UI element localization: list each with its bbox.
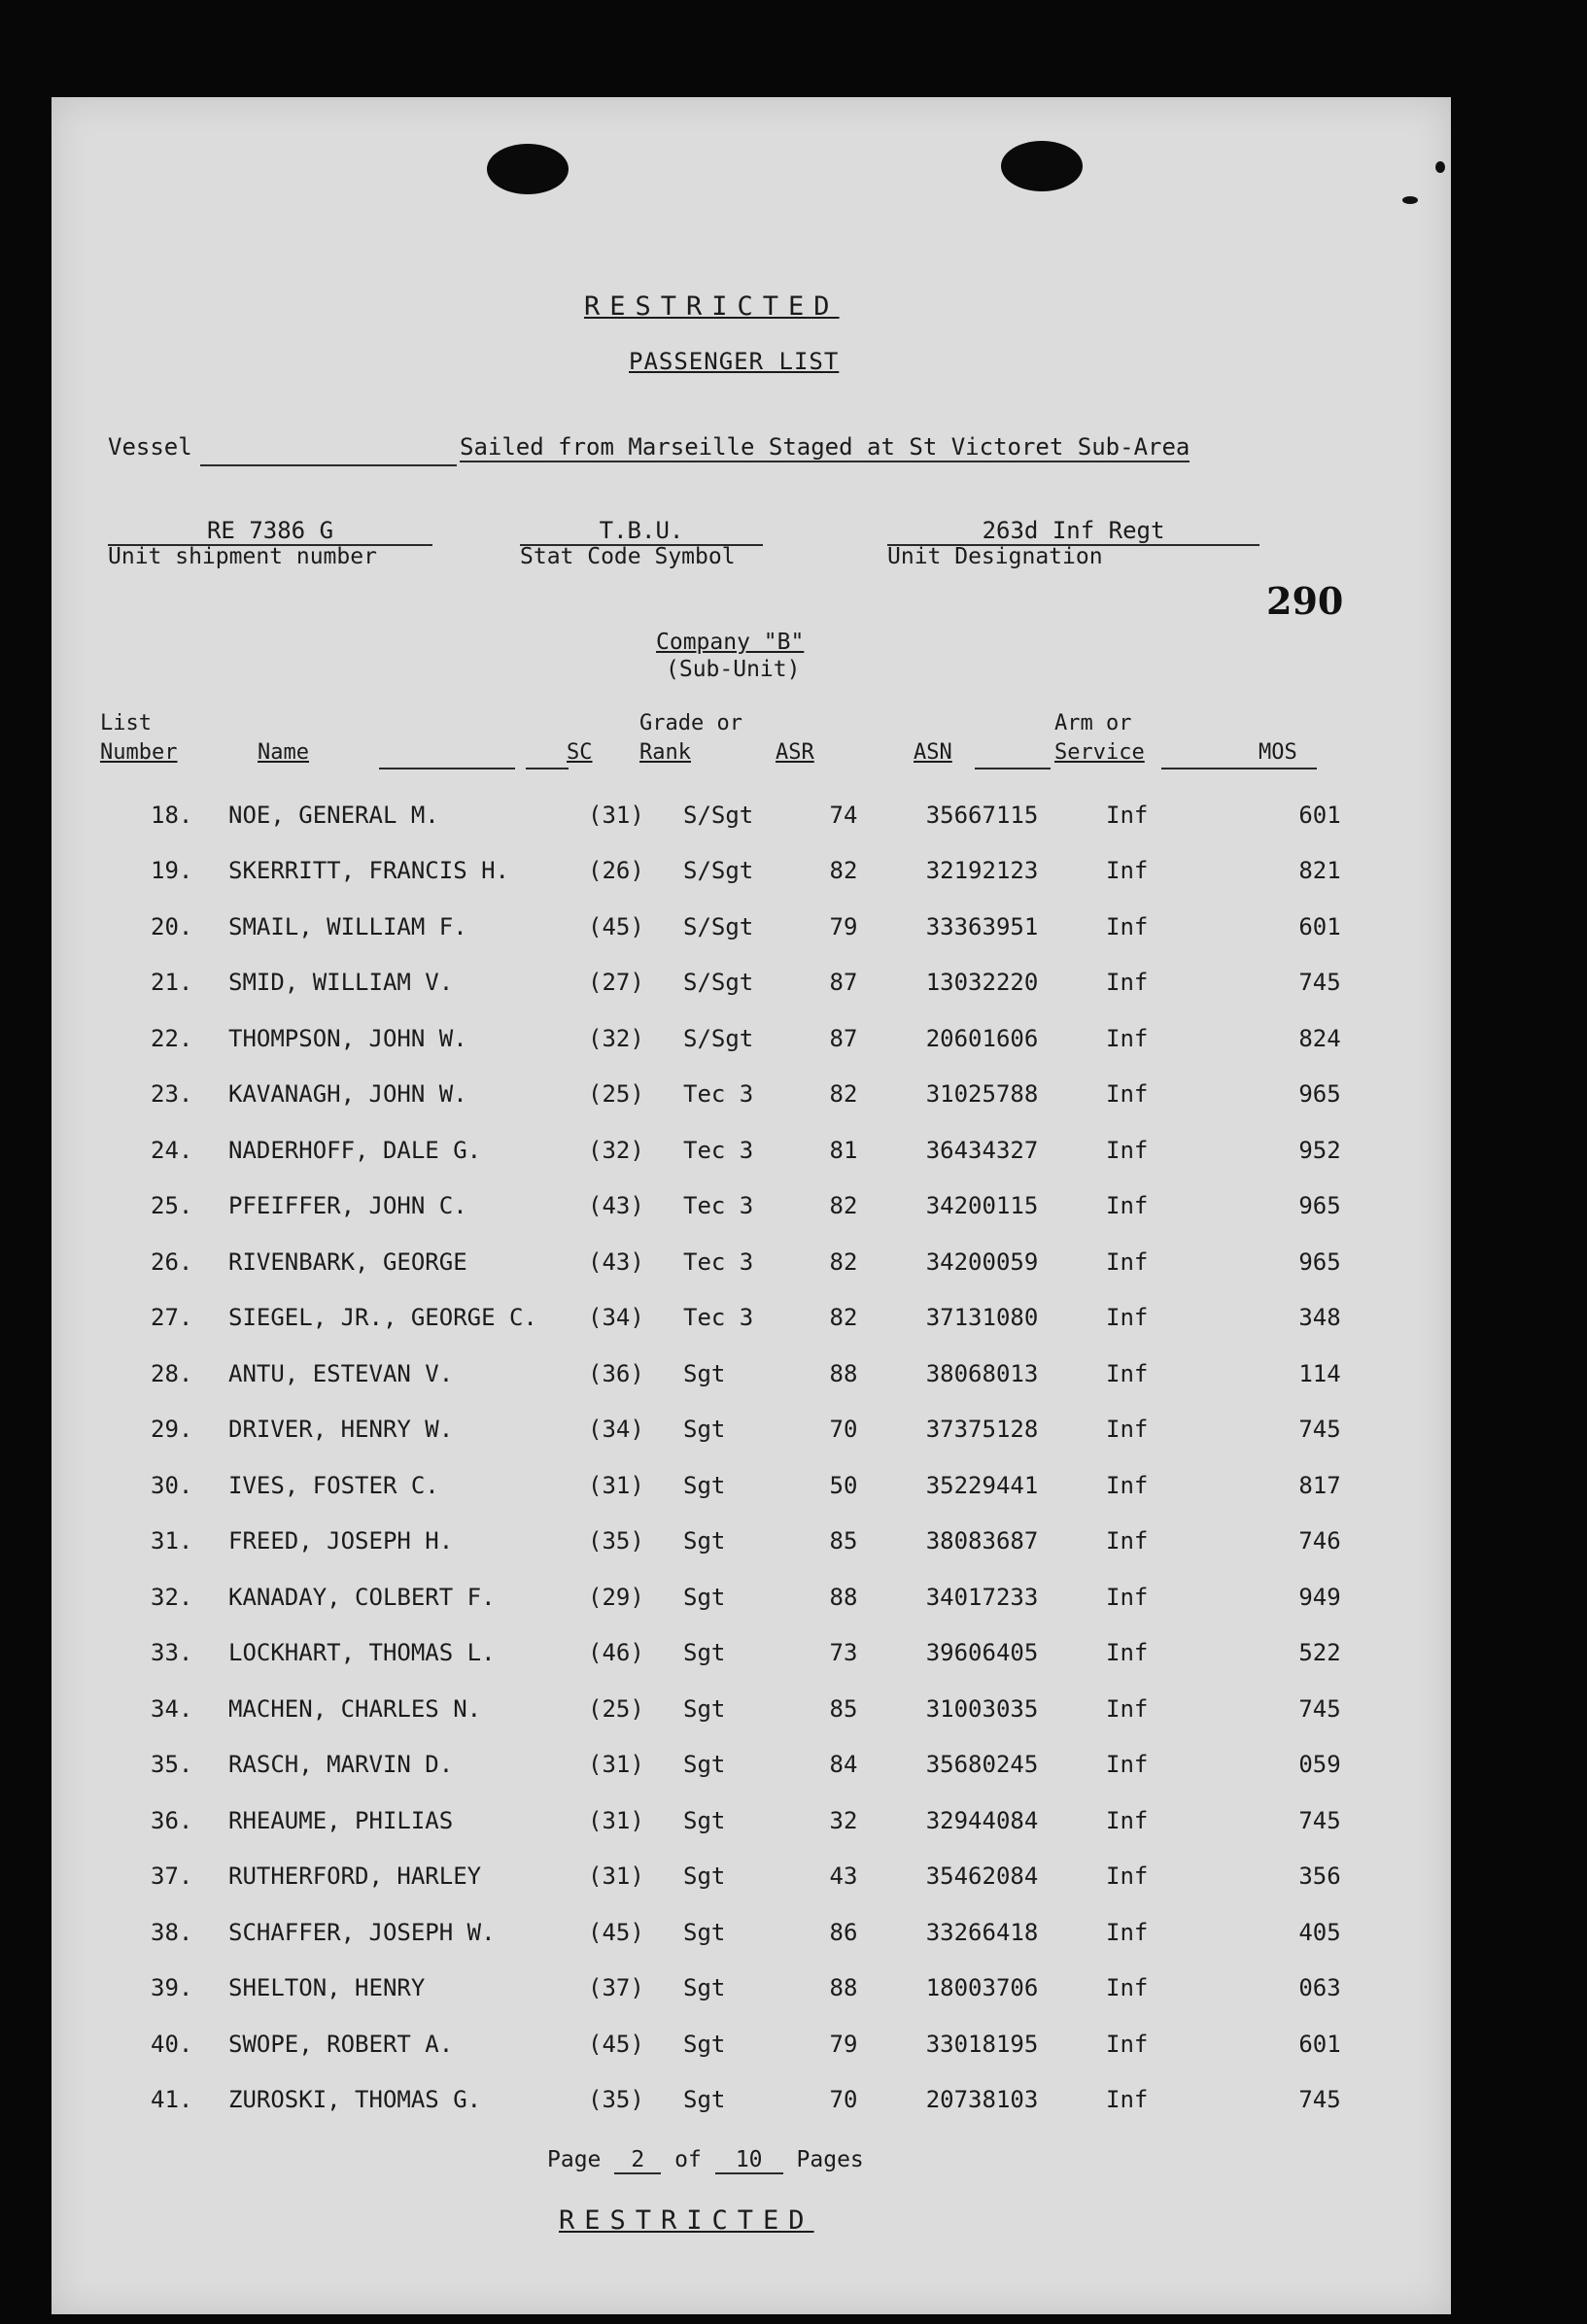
asr-score: 88	[829, 1974, 858, 2002]
asr-score: 82	[829, 1192, 858, 1220]
unit-designation: 263d Inf Regt	[887, 517, 1259, 546]
col-header-arm-service: Arm or Service	[1054, 711, 1145, 765]
classification-bottom: RESTRICTED	[559, 2205, 814, 2236]
arm-service: Inf	[1106, 1806, 1149, 1834]
grade-rank: Sgt	[683, 1527, 726, 1555]
grade-rank: Tec 3	[683, 1304, 754, 1332]
document-page	[52, 97, 1451, 2314]
arm-service: Inf	[1106, 2030, 1149, 2058]
service-code: (25)	[588, 1080, 644, 1109]
service-code: (45)	[588, 912, 644, 940]
header-rule	[975, 768, 1051, 769]
service-code: (31)	[588, 1471, 644, 1499]
table-row	[100, 1234, 1363, 1290]
army-serial-number: 37131080	[925, 1304, 1039, 1332]
army-serial-number: 38068013	[925, 1359, 1039, 1387]
service-code: (35)	[588, 2086, 644, 2114]
list-number: 23.	[151, 1080, 193, 1109]
mos-code: 405	[1298, 1918, 1341, 1946]
passenger-name: KANADAY, COLBERT F.	[228, 1583, 496, 1611]
service-code: (32)	[588, 1024, 644, 1052]
service-code: (26)	[588, 857, 644, 885]
list-number: 32.	[151, 1583, 193, 1611]
table-row	[100, 1514, 1363, 1570]
unit-designation-label: Unit Designation	[887, 544, 1103, 569]
arm-service: Inf	[1106, 1359, 1149, 1387]
army-serial-number: 31025788	[925, 1080, 1039, 1109]
list-number: 24.	[151, 1136, 193, 1164]
table-row	[100, 1290, 1363, 1347]
asr-score: 32	[829, 1806, 858, 1834]
passenger-name: SKERRITT, FRANCIS H.	[228, 857, 509, 885]
table-row	[100, 1179, 1363, 1235]
passenger-name: SMID, WILLIAM V.	[228, 969, 454, 997]
grade-rank: Sgt	[683, 1806, 726, 1834]
mos-code: 965	[1298, 1192, 1341, 1220]
asr-score: 82	[829, 1304, 858, 1332]
army-serial-number: 37375128	[925, 1416, 1039, 1444]
passenger-name: ZUROSKI, THOMAS G.	[228, 2086, 482, 2114]
asr-score: 50	[829, 1471, 858, 1499]
asr-score: 86	[829, 1918, 858, 1946]
mos-code: 114	[1298, 1359, 1341, 1387]
arm-service: Inf	[1106, 1416, 1149, 1444]
asr-score: 85	[829, 1527, 858, 1555]
list-number: 20.	[151, 912, 193, 940]
army-serial-number: 34017233	[925, 1583, 1039, 1611]
army-serial-number: 38083687	[925, 1527, 1039, 1555]
service-code: (34)	[588, 1304, 644, 1332]
mos-code: 063	[1298, 1974, 1341, 2002]
grade-rank: Sgt	[683, 1918, 726, 1946]
asr-score: 79	[829, 2030, 858, 2058]
asr-score: 88	[829, 1583, 858, 1611]
army-serial-number: 33266418	[925, 1918, 1039, 1946]
passenger-name: NADERHOFF, DALE G.	[228, 1136, 482, 1164]
header-rule	[379, 768, 515, 769]
asr-score: 87	[829, 1024, 858, 1052]
asr-score: 88	[829, 1359, 858, 1387]
table-row	[100, 787, 1363, 843]
mos-code: 965	[1298, 1247, 1341, 1276]
vessel-field	[200, 437, 457, 466]
service-code: (37)	[588, 1974, 644, 2002]
ink-speck	[1435, 161, 1445, 173]
header-rule	[526, 768, 569, 769]
table-row	[100, 1961, 1363, 2017]
list-number: 26.	[151, 1247, 193, 1276]
table-row	[100, 1457, 1363, 1514]
passenger-name: SIEGEL, JR., GEORGE C.	[228, 1304, 537, 1332]
arm-service: Inf	[1106, 1639, 1149, 1667]
ink-speck	[1402, 196, 1418, 204]
grade-rank: S/Sgt	[683, 1024, 754, 1052]
mos-code: 745	[1298, 1416, 1341, 1444]
grade-rank: Sgt	[683, 1694, 726, 1723]
mos-code: 949	[1298, 1583, 1341, 1611]
passenger-name: KAVANAGH, JOHN W.	[228, 1080, 467, 1109]
sub-unit-value: Company "B"	[656, 630, 805, 655]
col-header-name: Name	[258, 740, 309, 765]
passenger-name: LOCKHART, THOMAS L.	[228, 1639, 496, 1667]
army-serial-number: 36434327	[925, 1136, 1039, 1164]
army-serial-number: 20738103	[925, 2086, 1039, 2114]
grade-rank: Sgt	[683, 1471, 726, 1499]
grade-rank: Tec 3	[683, 1247, 754, 1276]
list-number: 33.	[151, 1639, 193, 1667]
grade-rank: S/Sgt	[683, 969, 754, 997]
list-number: 29.	[151, 1416, 193, 1444]
unit-shipment-number: RE 7386 G	[108, 517, 432, 546]
table-row	[100, 1681, 1363, 1737]
service-code: (35)	[588, 1527, 644, 1555]
service-code: (25)	[588, 1694, 644, 1723]
list-number: 34.	[151, 1694, 193, 1723]
table-row	[100, 1067, 1363, 1123]
arm-service: Inf	[1106, 1304, 1149, 1332]
grade-rank: Sgt	[683, 1583, 726, 1611]
table-row	[100, 1010, 1363, 1067]
list-number: 22.	[151, 1024, 193, 1052]
table-row	[100, 1793, 1363, 1849]
grade-rank: Tec 3	[683, 1080, 754, 1109]
col-header-asr: ASR	[776, 740, 814, 765]
passenger-name: ANTU, ESTEVAN V.	[228, 1359, 454, 1387]
header-rule	[1204, 768, 1317, 769]
arm-service: Inf	[1106, 1863, 1149, 1891]
grade-rank: Sgt	[683, 1974, 726, 2002]
arm-service: Inf	[1106, 1471, 1149, 1499]
list-number: 21.	[151, 969, 193, 997]
grade-rank: Sgt	[683, 2086, 726, 2114]
passenger-name: THOMPSON, JOHN W.	[228, 1024, 467, 1052]
classification-top: RESTRICTED	[584, 291, 840, 322]
service-code: (43)	[588, 1192, 644, 1220]
document-title: PASSENGER LIST	[629, 348, 840, 375]
passenger-name: SCHAFFER, JOSEPH W.	[228, 1918, 496, 1946]
list-number: 19.	[151, 857, 193, 885]
asr-score: 70	[829, 2086, 858, 2114]
grade-rank: Sgt	[683, 1639, 726, 1667]
service-code: (34)	[588, 1416, 644, 1444]
service-code: (31)	[588, 801, 644, 829]
asr-score: 79	[829, 912, 858, 940]
mos-code: 965	[1298, 1080, 1341, 1109]
asr-score: 43	[829, 1863, 858, 1891]
mos-code: 745	[1298, 2086, 1341, 2114]
passenger-name: SWOPE, ROBERT A.	[228, 2030, 454, 2058]
grade-rank: S/Sgt	[683, 857, 754, 885]
asr-score: 82	[829, 1247, 858, 1276]
service-code: (32)	[588, 1136, 644, 1164]
table-row	[100, 2016, 1363, 2072]
punch-hole	[487, 144, 569, 194]
service-code: (45)	[588, 1918, 644, 1946]
grade-rank: Sgt	[683, 1416, 726, 1444]
passenger-name: SMAIL, WILLIAM F.	[228, 912, 467, 940]
page-indicator: Page 2 of 10 Pages	[547, 2147, 864, 2172]
col-header-sc: SC	[567, 740, 593, 765]
table-row	[100, 955, 1363, 1011]
list-number: 28.	[151, 1359, 193, 1387]
arm-service: Inf	[1106, 1136, 1149, 1164]
arm-service: Inf	[1106, 912, 1149, 940]
mos-code: 601	[1298, 2030, 1341, 2058]
table-row	[100, 899, 1363, 955]
passenger-name: NOE, GENERAL M.	[228, 801, 439, 829]
passenger-table	[100, 787, 1363, 2128]
asr-score: 87	[829, 969, 858, 997]
table-row	[100, 1122, 1363, 1179]
passenger-name: SHELTON, HENRY	[228, 1974, 426, 2002]
service-code: (27)	[588, 969, 644, 997]
army-serial-number: 34200059	[925, 1247, 1039, 1276]
grade-rank: Sgt	[683, 1863, 726, 1891]
arm-service: Inf	[1106, 2086, 1149, 2114]
mos-code: 952	[1298, 1136, 1341, 1164]
sub-unit-label: (Sub-Unit)	[666, 657, 801, 682]
asr-score: 81	[829, 1136, 858, 1164]
army-serial-number: 32944084	[925, 1806, 1039, 1834]
list-number: 35.	[151, 1751, 193, 1779]
col-header-grade: Grade or Rank	[639, 711, 742, 765]
service-code: (29)	[588, 1583, 644, 1611]
mos-code: 356	[1298, 1863, 1341, 1891]
army-serial-number: 33363951	[925, 912, 1039, 940]
grade-rank: S/Sgt	[683, 801, 754, 829]
service-code: (46)	[588, 1639, 644, 1667]
asr-score: 84	[829, 1751, 858, 1779]
asr-score: 85	[829, 1694, 858, 1723]
arm-service: Inf	[1106, 1192, 1149, 1220]
mos-code: 601	[1298, 912, 1341, 940]
army-serial-number: 35667115	[925, 801, 1039, 829]
mos-code: 522	[1298, 1639, 1341, 1667]
grade-rank: Sgt	[683, 1751, 726, 1779]
table-row	[100, 1625, 1363, 1682]
army-serial-number: 35229441	[925, 1471, 1039, 1499]
arm-service: Inf	[1106, 1024, 1149, 1052]
service-code: (36)	[588, 1359, 644, 1387]
mos-code: 745	[1298, 1806, 1341, 1834]
mos-code: 059	[1298, 1751, 1341, 1779]
mos-code: 824	[1298, 1024, 1341, 1052]
arm-service: Inf	[1106, 1918, 1149, 1946]
passenger-name: IVES, FOSTER C.	[228, 1471, 439, 1499]
sheet-number: 290	[1266, 579, 1344, 623]
table-row	[100, 843, 1363, 900]
army-serial-number: 18003706	[925, 1974, 1039, 2002]
army-serial-number: 20601606	[925, 1024, 1039, 1052]
list-number: 40.	[151, 2030, 193, 2058]
army-serial-number: 33018195	[925, 2030, 1039, 2058]
col-header-asn: ASN	[914, 740, 952, 765]
service-code: (45)	[588, 2030, 644, 2058]
service-code: (43)	[588, 1247, 644, 1276]
mos-code: 601	[1298, 801, 1341, 829]
army-serial-number: 35680245	[925, 1751, 1039, 1779]
asr-score: 70	[829, 1416, 858, 1444]
arm-service: Inf	[1106, 969, 1149, 997]
passenger-name: FREED, JOSEPH H.	[228, 1527, 454, 1555]
service-code: (31)	[588, 1806, 644, 1834]
grade-rank: Sgt	[683, 1359, 726, 1387]
mos-code: 746	[1298, 1527, 1341, 1555]
punch-hole	[1001, 141, 1083, 191]
asr-score: 82	[829, 1080, 858, 1109]
passenger-name: RASCH, MARVIN D.	[228, 1751, 454, 1779]
sailed-from-line: Sailed from Marseille Staged at St Victoret Sub-Area	[460, 433, 1190, 461]
vessel-label: Vessel	[108, 433, 192, 461]
arm-service: Inf	[1106, 1247, 1149, 1276]
stat-code-symbol: T.B.U.	[520, 517, 763, 546]
mos-code: 348	[1298, 1304, 1341, 1332]
table-row	[100, 1849, 1363, 1905]
army-serial-number: 31003035	[925, 1694, 1039, 1723]
table-row	[100, 2072, 1363, 2129]
list-number: 25.	[151, 1192, 193, 1220]
list-number: 37.	[151, 1863, 193, 1891]
grade-rank: Sgt	[683, 2030, 726, 2058]
table-row	[100, 1569, 1363, 1625]
grade-rank: S/Sgt	[683, 912, 754, 940]
table-row	[100, 1737, 1363, 1794]
passenger-name: MACHEN, CHARLES N.	[228, 1694, 482, 1723]
arm-service: Inf	[1106, 801, 1149, 829]
stat-code-label: Stat Code Symbol	[520, 544, 736, 569]
mos-code: 745	[1298, 1694, 1341, 1723]
list-number: 38.	[151, 1918, 193, 1946]
table-row	[100, 1402, 1363, 1458]
list-number: 27.	[151, 1304, 193, 1332]
passenger-name: RHEAUME, PHILIAS	[228, 1806, 454, 1834]
grade-rank: Tec 3	[683, 1136, 754, 1164]
table-row	[100, 1904, 1363, 1961]
table-row	[100, 1346, 1363, 1402]
col-header-mos: MOS	[1259, 740, 1297, 765]
list-number: 30.	[151, 1471, 193, 1499]
service-code: (31)	[588, 1751, 644, 1779]
list-number: 41.	[151, 2086, 193, 2114]
arm-service: Inf	[1106, 857, 1149, 885]
arm-service: Inf	[1106, 1080, 1149, 1109]
passenger-name: DRIVER, HENRY W.	[228, 1416, 454, 1444]
army-serial-number: 32192123	[925, 857, 1039, 885]
army-serial-number: 35462084	[925, 1863, 1039, 1891]
asr-score: 82	[829, 857, 858, 885]
passenger-table-body	[100, 787, 1363, 2128]
passenger-name: RUTHERFORD, HARLEY	[228, 1863, 482, 1891]
passenger-name: PFEIFFER, JOHN C.	[228, 1192, 467, 1220]
arm-service: Inf	[1106, 1751, 1149, 1779]
arm-service: Inf	[1106, 1583, 1149, 1611]
service-code: (31)	[588, 1863, 644, 1891]
arm-service: Inf	[1106, 1694, 1149, 1723]
header-rule	[1161, 768, 1204, 769]
army-serial-number: 13032220	[925, 969, 1039, 997]
passenger-name: RIVENBARK, GEORGE	[228, 1247, 467, 1276]
mos-code: 745	[1298, 969, 1341, 997]
mos-code: 817	[1298, 1471, 1341, 1499]
mos-code: 821	[1298, 857, 1341, 885]
army-serial-number: 34200115	[925, 1192, 1039, 1220]
list-number: 18.	[151, 801, 193, 829]
army-serial-number: 39606405	[925, 1639, 1039, 1667]
list-number: 31.	[151, 1527, 193, 1555]
col-header-list-number: List Number	[100, 711, 178, 765]
arm-service: Inf	[1106, 1527, 1149, 1555]
unit-shipment-label: Unit shipment number	[108, 544, 377, 569]
asr-score: 74	[829, 801, 858, 829]
list-number: 36.	[151, 1806, 193, 1834]
grade-rank: Tec 3	[683, 1192, 754, 1220]
list-number: 39.	[151, 1974, 193, 2002]
asr-score: 73	[829, 1639, 858, 1667]
arm-service: Inf	[1106, 1974, 1149, 2002]
